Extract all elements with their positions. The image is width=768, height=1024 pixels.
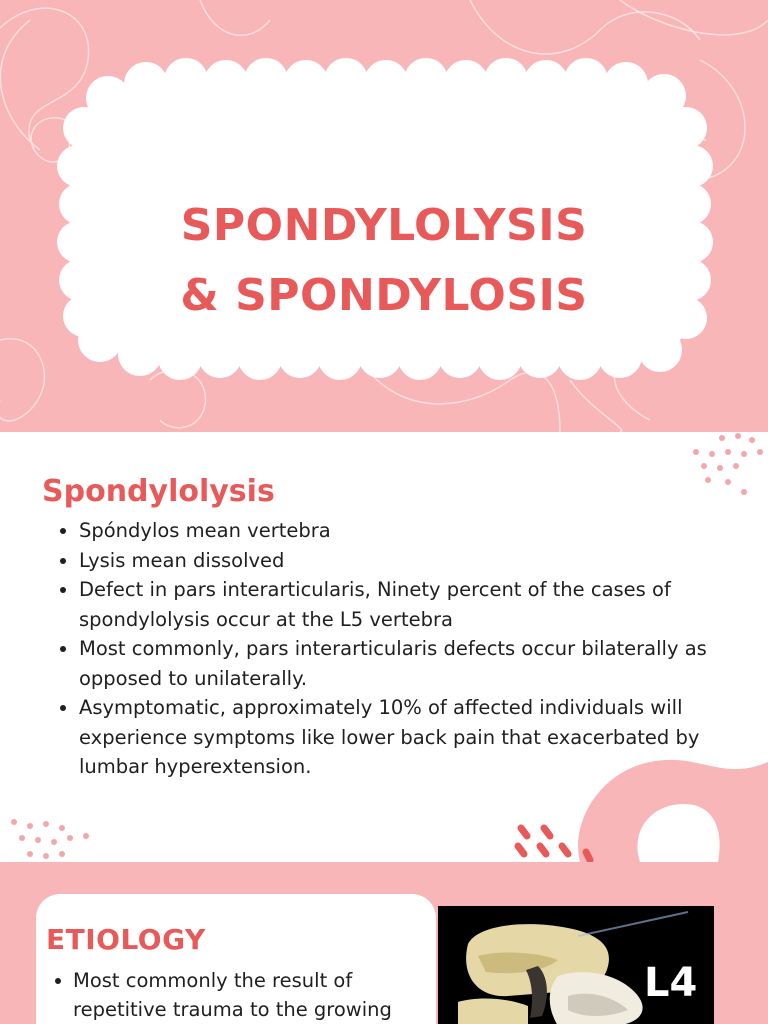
title-line-1: SPONDYLOLYSIS <box>180 200 588 252</box>
bullet-item: Defect in pars interarticularis, Ninety percent of the cases of spondylolysis occur at the L5 vertebra <box>52 575 732 634</box>
spondylolysis-heading: Spondylolysis <box>42 474 275 509</box>
etiology-heading: ETIOLOGY <box>46 923 206 956</box>
bullet-item: Most commonly the result of repetitive trauma to the growing <box>52 966 422 1024</box>
bullet-item: Lysis mean dissolved <box>52 546 732 576</box>
title-banner <box>0 0 768 432</box>
bullet-item: Asymptomatic, approximately 10% of affected individuals will experience symptoms like lower back pain that exacerbated by lumbar hyperextension. <box>52 693 732 782</box>
page-title <box>60 191 708 331</box>
spondylolysis-section <box>0 432 768 862</box>
etiology-bullet-list <box>52 966 422 1024</box>
etiology-section <box>0 862 768 1024</box>
vertebra-label: L4 <box>644 960 698 1006</box>
bullet-item: Spóndylos mean vertebra <box>52 516 732 546</box>
spondylolysis-bullet-list <box>52 516 732 782</box>
bullet-item: Most commonly, pars interarticularis defects occur bilaterally as opposed to unilaterally. <box>52 634 732 693</box>
title-line-2: & SPONDYLOSIS <box>180 270 588 322</box>
vertebra-image <box>438 906 714 1024</box>
